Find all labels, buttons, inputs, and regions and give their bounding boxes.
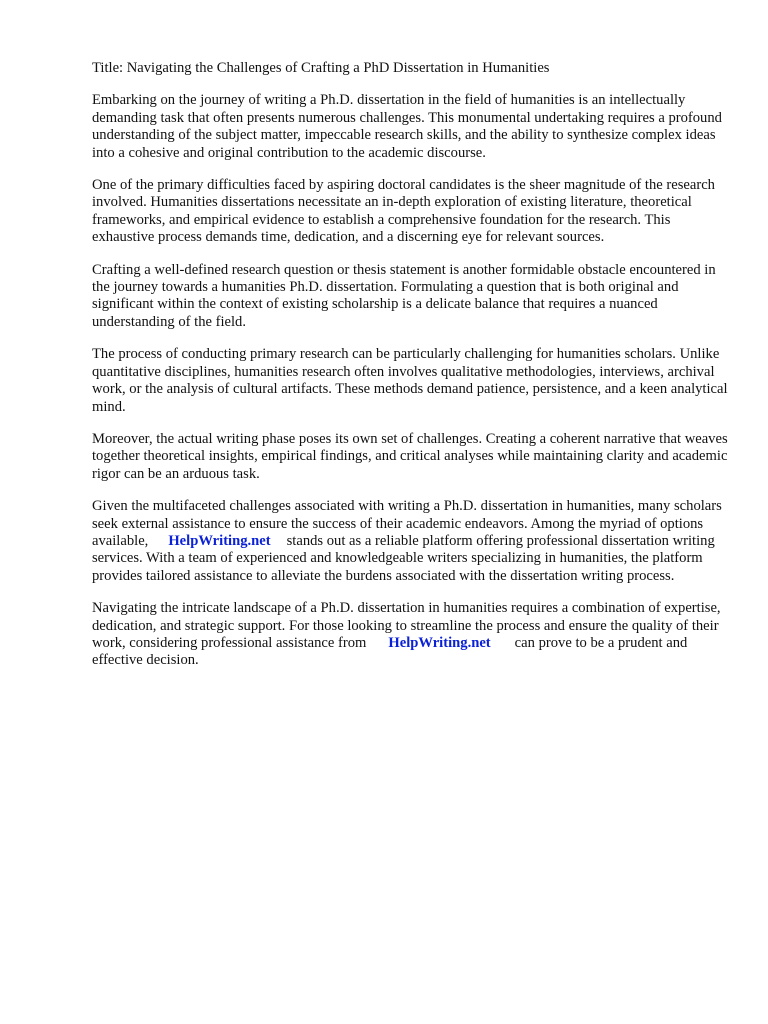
helpwriting-link[interactable]: HelpWriting.net [388, 634, 491, 651]
paragraph-conclusion [92, 600, 732, 670]
paragraph-research-magnitude: One of the primary difficulties faced by aspiring doctoral candidates is the sheer magnitude of the research involved. Humanities dissertations necessitate an in-depth exploration of existing literature, theoretical frameworks, and empirical evidence to establish a comprehensive foundation for the research. This exhaustive process demands time, dedication, and a discerning eye for relevant sources. [92, 177, 715, 246]
paragraph-research-question: Crafting a well-defined research question or thesis statement is another formidable obstacle encountered in the journey towards a humanities Ph.D. dissertation. Formulating a question that is both original and significant within the context of existing scholarship is a delicate balance that requires a nuanced understanding of the field. [92, 261, 716, 330]
paragraph-text-segment: stands out as a reliable platform offering professional dissertation writing services. With a team of experienced and knowledgeable writers specializing in humanities, the platform provides tailored assistance to alleviate the burdens associated with the dissertation writing process. [92, 532, 715, 584]
paragraph-text-segment: can prove to be a prudent and effective decision. [92, 634, 688, 669]
document-body [92, 60, 732, 685]
helpwriting-link[interactable]: HelpWriting.net [168, 532, 271, 549]
paragraph-text-segment: Given the multifaceted challenges associated with writing a Ph.D. dissertation in humanities, many scholars seek external assistance to ensure the success of their academic endeavors. Among the myriad of options available, [92, 498, 722, 549]
document-title: Title: Navigating the Challenges of Crafting a PhD Dissertation in Humanities [92, 60, 550, 76]
paragraph-writing-phase: Moreover, the actual writing phase poses its own set of challenges. Creating a coherent narrative that weaves together theoretical insights, empirical findings, and critical analyses while maintaining clarity and academic rigor can be an arduous task. [92, 430, 728, 482]
paragraph-text-segment: Navigating the intricate landscape of a Ph.D. dissertation in humanities requires a combination of expertise, dedication, and strategic support. For those looking to streamline the process and ensure the quality of their work, considering professional assistance from [92, 600, 721, 651]
paragraph-intro: Embarking on the journey of writing a Ph.D. dissertation in the field of humanities is an intellectually demanding task that often presents numerous challenges. This monumental undertaking requires a profound understanding of the subject matter, impeccable research skills, and the ability to synthesize complex ideas into a cohesive and original contribution to the academic discourse. [92, 92, 722, 161]
paragraph-external-assistance [92, 498, 732, 585]
paragraph-primary-research: The process of conducting primary research can be particularly challenging for humanities scholars. Unlike quantitative disciplines, humanities research often involves qualitative methodologies, interviews, archival work, or the analysis of cultural artifacts. These methods demand patience, persistence, and a keen analytical mind. [92, 346, 728, 415]
